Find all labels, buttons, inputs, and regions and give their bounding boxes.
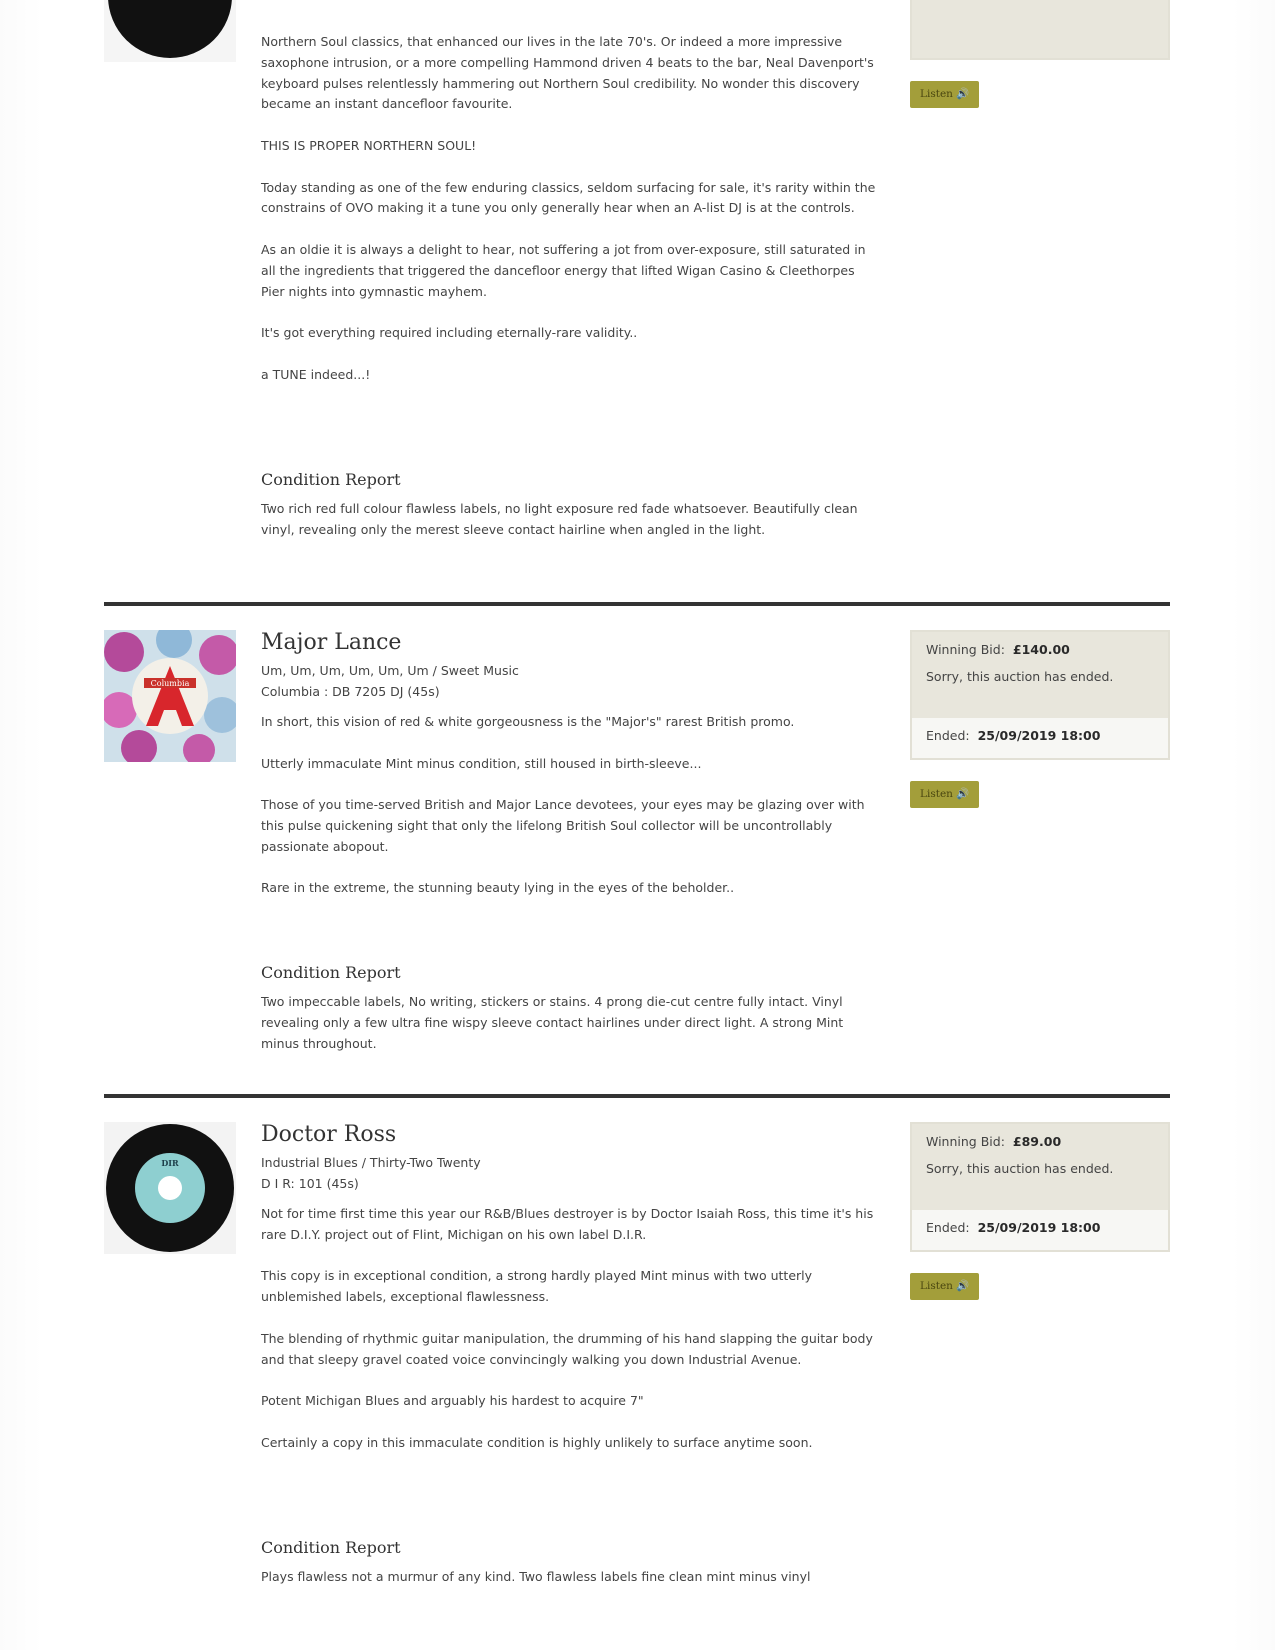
listing-details xyxy=(261,1122,881,1474)
bid-box xyxy=(910,1122,1170,1252)
description-paragraph: Not for time first time this year our R&B/Blues destroyer is by Doctor Isaiah Ross, this time it's his rare D.I.Y. project out of Flint, Michigan on his own label D.I.R. xyxy=(261,1206,874,1242)
condition-report-text: Two impeccable labels, No writing, stickers or stains. 4 prong die-cut centre fully intact. Vinyl revealing only a few ultra fine wispy sleeve contact hairlines under direct light. A strong Mint minus throughout. xyxy=(261,994,844,1051)
listen-button[interactable]: Listen 🔊 xyxy=(910,81,979,108)
listen-button[interactable]: Listen 🔊 xyxy=(910,1273,979,1300)
vinyl-record-icon xyxy=(104,0,236,62)
description-paragraph: Certainly a copy in this immaculate condition is highly unlikely to surface anytime soon. xyxy=(261,1434,813,1450)
bid-box xyxy=(910,630,1170,760)
record-catalog: Columbia : DB 7205 DJ (45s) xyxy=(261,684,440,699)
record-thumbnail[interactable] xyxy=(104,630,236,762)
listing-divider xyxy=(104,602,1170,606)
page-edge-right xyxy=(1233,0,1275,1650)
ended-datetime: 25/09/2019 18:00 xyxy=(977,728,1101,743)
record-titles: Industrial Blues / Thirty-Two Twenty xyxy=(261,1155,481,1170)
condition-report xyxy=(261,1538,881,1609)
description-paragraph: In short, this vision of red & white gorgeousness is the "Major's" rarest British promo. xyxy=(261,714,795,729)
record-label-text: DIR xyxy=(161,1158,179,1168)
listen-button[interactable]: Listen 🔊 xyxy=(910,781,979,808)
record-catalog: D I R: 101 (45s) xyxy=(261,1176,359,1191)
record-sleeve-image xyxy=(104,630,236,762)
auction-status: Sorry, this auction has ended. xyxy=(926,1161,1114,1176)
bid-amount: £89.00 xyxy=(1012,1134,1062,1149)
description-paragraph: Those of you time-served British and Major Lance devotees, your eyes may be glazing over with this pulse quickening sight that only the lifelong British Soul collector will be uncontrollably passionate abopout. xyxy=(261,797,865,854)
bid-box xyxy=(910,0,1170,60)
description-paragraph: Today standing as one of the few enduring classics, seldom surfacing for sale, it's rarity within the constrains of OVO making it a tune you only generally hear when an A-list DJ is at the controls. xyxy=(261,179,876,216)
bid-amount: £140.00 xyxy=(1012,642,1070,657)
description-paragraph: This copy is in exceptional condition, a strong hardly played Mint minus with two utterly unblemished labels, exceptional flawlessness. xyxy=(261,1268,813,1305)
description-paragraph: It's got everything required including eternally-rare validity.. xyxy=(261,325,638,341)
vinyl-record-icon xyxy=(104,1122,236,1254)
description-paragraph: Utterly immaculate Mint minus condition, still housed in birth-sleeve... xyxy=(261,755,702,771)
condition-report-heading: Condition Report xyxy=(261,470,401,489)
listing-details xyxy=(261,630,881,920)
record-thumbnail[interactable] xyxy=(104,0,236,62)
record-thumbnail[interactable] xyxy=(104,1122,236,1254)
condition-report-text: Plays flawless not a murmur of any kind. Two flawless labels fine clean mint minus vinyl xyxy=(261,1569,811,1584)
listing-divider xyxy=(104,1094,1170,1098)
description-paragraph: The blending of rhythmic guitar manipulation, the drumming of his hand slapping the guitar body and that sleepy gravel coated voice convincingly walking you down Industrial Avenue. xyxy=(261,1330,873,1367)
description-paragraph: a TUNE indeed...! xyxy=(261,366,371,382)
condition-report-heading: Condition Report xyxy=(261,963,401,982)
record-titles: Um, Um, Um, Um, Um, Um / Sweet Music xyxy=(261,663,519,678)
condition-report xyxy=(261,963,881,1075)
artist-name[interactable]: Doctor Ross xyxy=(261,1122,397,1147)
condition-report-text: Two rich red full colour flawless labels, no light exposure red fade whatsoever. Beautifully clean vinyl, revealing only the merest sleeve contact hairline when angled in the light. xyxy=(261,501,858,537)
description-paragraph: Rare in the extreme, the stunning beauty lying in the eyes of the beholder.. xyxy=(261,880,735,896)
artist-name[interactable]: Major Lance xyxy=(261,630,402,655)
auction-ended: Ended: 25/09/2019 18:00 xyxy=(912,1210,1168,1250)
ended-datetime: 25/09/2019 18:00 xyxy=(977,1220,1101,1235)
description-paragraph: Northern Soul classics, that enhanced our lives in the late 70's. Or indeed a more impressive saxophone intrusion, or a more compelling Hammond driven 4 beats to the bar, Neal Davenport's keyboard pulses relentlessly hammering out Northern Soul credibility. No wonder this discovery became an instant dancefloor favourite. xyxy=(261,34,874,112)
auction-status: Sorry, this auction has ended. xyxy=(926,669,1114,684)
auction-ended: Ended: 25/09/2019 18:00 xyxy=(912,718,1168,758)
description-paragraph: As an oldie it is always a delight to hear, not suffering a jot from over-exposure, still saturated in all the ingredients that triggered the dancefloor energy that lifted Wigan Casino & Cleethorpes Pier nights into gymnastic mayhem. xyxy=(261,241,866,299)
winning-bid: Winning Bid: £140.00 xyxy=(926,642,1070,657)
winning-bid: Winning Bid: £89.00 xyxy=(926,1134,1062,1149)
page-edge-left xyxy=(0,0,42,1650)
description-paragraph: Potent Michigan Blues and arguably his hardest to acquire 7" xyxy=(261,1393,644,1409)
condition-report-heading: Condition Report xyxy=(261,1538,401,1557)
listing-description xyxy=(261,32,881,406)
description-paragraph: THIS IS PROPER NORTHERN SOUL! xyxy=(261,137,477,153)
condition-report xyxy=(261,470,881,561)
sleeve-label-text: Columbia xyxy=(150,679,190,688)
